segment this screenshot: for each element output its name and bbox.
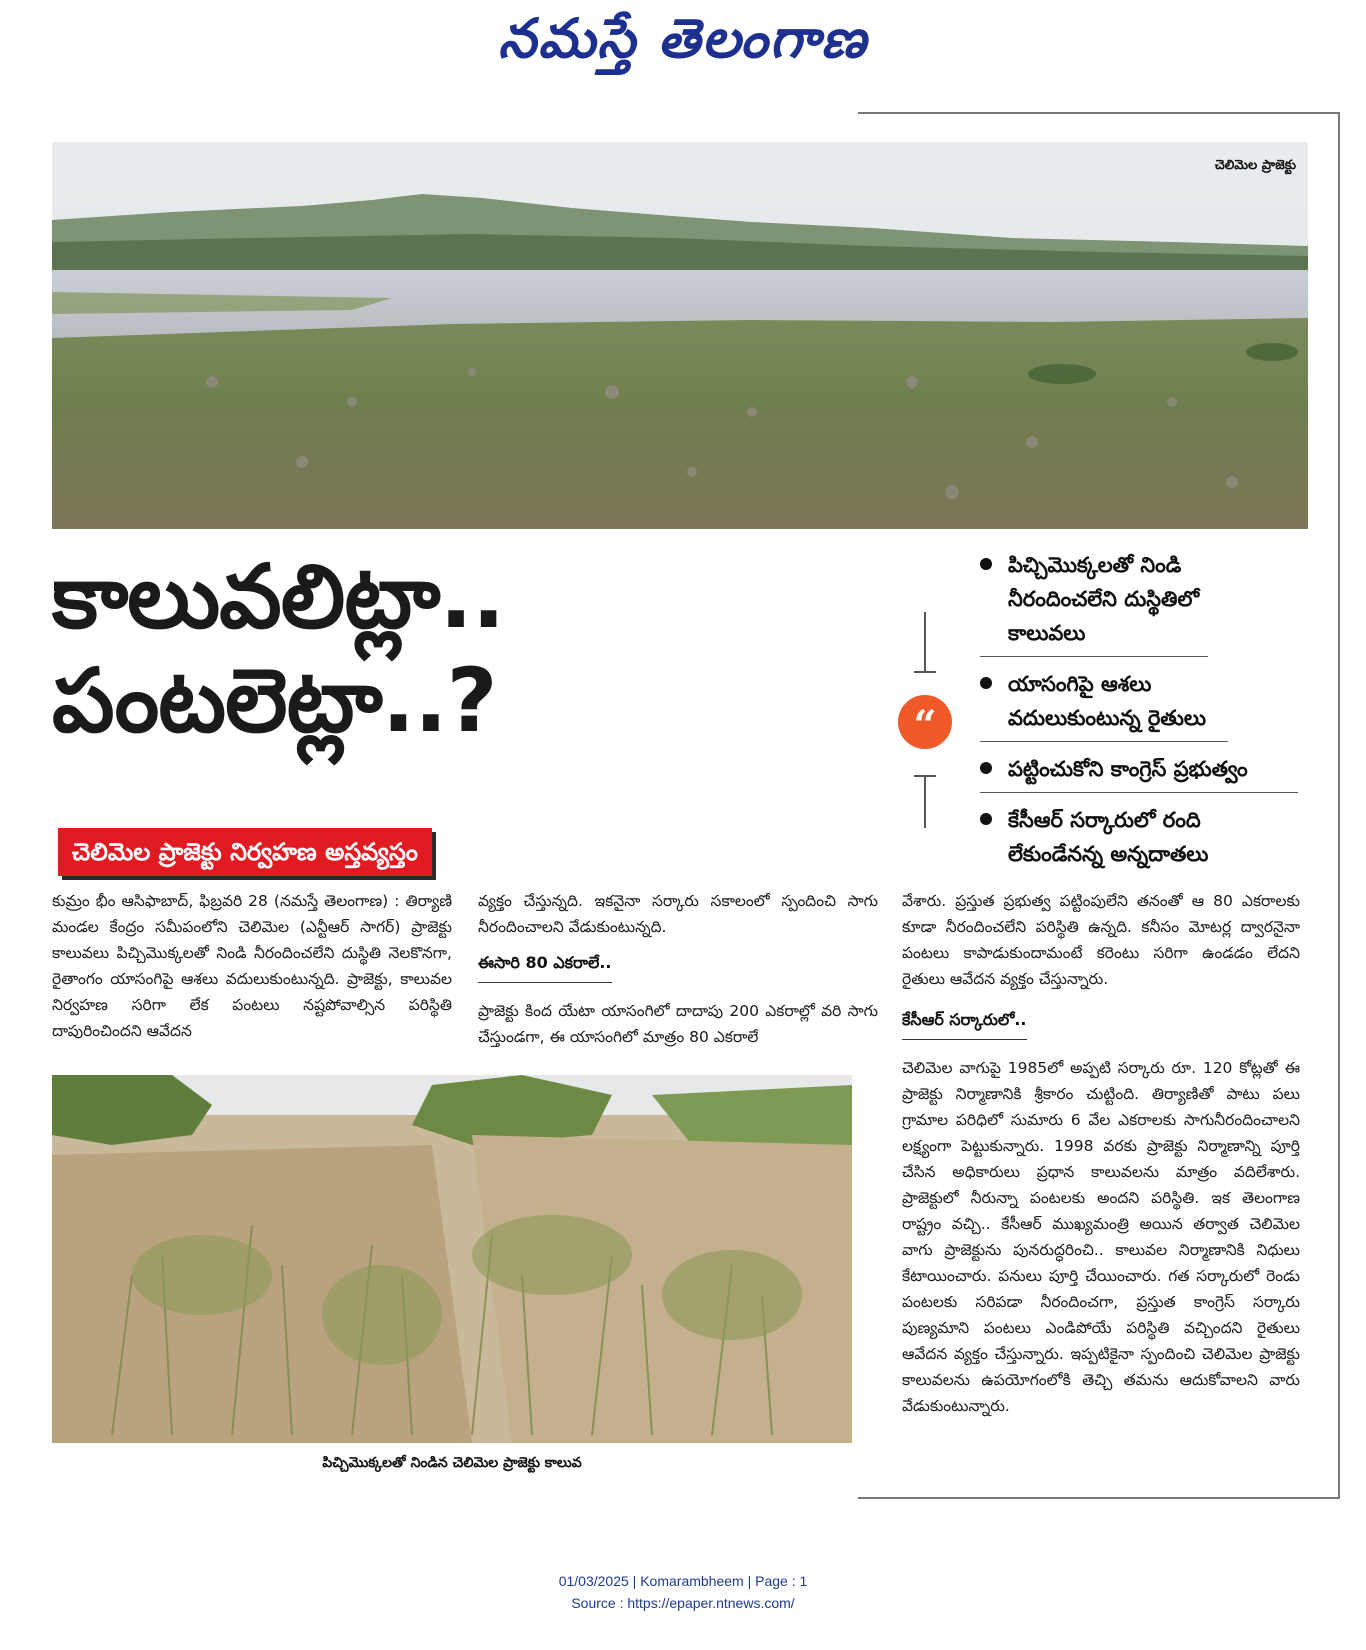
article-column-3: వేశారు. ప్రస్తుత ప్రభుత్వ పట్టింపులేని తనంతో ఆ 80 ఎకరాలకు కూడా నీరందించలేని పరిస్థితి ఉన్నది. కనీసం మోటర్ల ద్వారనైనా పంటలు కాపాడుకుందామంటే కరెంటు సరిగా ఉండడం లేదని రైతులు ఆవేదన వ్యక్తం చేస్తున్నారు. — [902, 892, 1300, 988]
highlight-item — [980, 752, 1298, 793]
masthead-title: నమస్తే తెలంగాణ — [498, 6, 868, 70]
frame-right-rule — [1338, 112, 1340, 1499]
quote-rule-top — [924, 612, 926, 672]
quote-tick-top — [914, 671, 936, 673]
canal-photo-caption: పిచ్చిమొక్కలతో నిండిన చెలిమెల ప్రాజెక్టు కాలువ — [322, 1455, 582, 1471]
subheading-kcr-government: కేసీఆర్ సర్కారులో.. — [902, 1010, 1027, 1040]
bullet-dot-icon — [980, 813, 992, 825]
headline-line-2: పంటలెట్లా..? — [52, 649, 497, 752]
bullet-dot-icon — [980, 677, 992, 689]
reservoir-photo — [52, 142, 1308, 529]
bullet-dot-icon — [980, 762, 992, 774]
bullet-dot-icon — [980, 558, 992, 570]
highlight-text: యాసంగిపై ఆశలు వదులుకుంటున్న రైతులు — [1008, 672, 1207, 730]
quote-icon: “ — [898, 695, 952, 749]
footer-edition-info: 01/03/2025 | Komarambheem | Page : 1 — [558, 1573, 808, 1589]
frame-bottom-rule — [858, 1497, 1340, 1499]
highlight-item — [980, 667, 1228, 742]
headline — [52, 545, 902, 753]
quote-rule-bottom — [924, 776, 926, 828]
headline-line-1: కాలువలిట్లా.. — [52, 545, 505, 648]
subhead-banner: చెలిమెల ప్రాజెక్టు నిర్వహణ అస్తవ్యస్తం — [58, 828, 432, 876]
highlight-item — [980, 548, 1208, 657]
article-column-2: వ్యక్తం చేస్తున్నది. ఇకనైనా సర్కారు సకాలంలో స్పందించి సాగు నీరందించాలని వేడుకుంటున్నది. — [478, 892, 878, 936]
frame-top-rule — [858, 112, 1340, 114]
footer — [0, 1570, 1366, 1614]
footer-source-link[interactable]: Source : https://epaper.ntnews.com/ — [571, 1595, 795, 1611]
reservoir-photo-caption: చెలిమెల ప్రాజెక్టు — [1214, 158, 1296, 173]
article-column-3-continued: చెలిమెల వాగుపై 1985లో అప్పటి సర్కారు రూ. 120 కోట్లతో ఈ ప్రాజెక్టు నిర్మాణానికి శ్రీకారం చుట్టింది. తిర్యాణితో పాటు పలు గ్రామాల పరిధిలో సుమారు 6 వేల ఎకరాలకు సాగునీరందించాలని లక్ష్యంగా పెట్టుకున్నారు. 1998 వరకు ప్రాజెక్టు నిర్మాణాన్ని పూర్తి చేసిన అధికారులు ప్రధాన కాలువలను మాత్రం వదిలేశారు. ప్రాజెక్టులో నీరున్నా పంటలకు అందని పరిస్థితి. ఇక తెలంగాణ రాష్ట్రం వచ్చి.. కేసీఆర్ ముఖ్యమంత్రి అయిన తర్వాత చెలిమెల వాగు ప్రాజెక్టును పునరుద్ధరించి.. కాలువల నిర్మాణానికి నిధులు కేటాయించారు. పనులు పూర్తి చేయించారు. గత సర్కారులో రెండు పంటలకు సరిపడా నీరందించగా, ప్రస్తుత కాంగ్రెస్ సర్కారు పుణ్యమాని పంటలు ఎండిపోయే పరిస్థితి వచ్చిందని రైతులు ఆవేదన వ్యక్తం చేస్తున్నారు. ఇప్పటికైనా స్పందించి చెలిమెల ప్రాజెక్టు కాలువలను ఉపయోగంలోకి తెచ్చి తమను ఆదుకోవాలని వారు వేడుకుంటున్నారు. — [902, 1059, 1300, 1415]
canal-photo — [52, 1075, 852, 1443]
article-column-1: కుమ్రం భీం ఆసిఫాబాద్, ఫిబ్రవరి 28 (నమస్తే తెలంగాణ) : తిర్యాణి మండల కేంద్రం సమీపంలోని చెలిమెల (ఎన్టీఆర్ సాగర్) ప్రాజెక్టు కాలువలు పిచ్చిమొక్కలతో నిండి నీరందించలేని దుస్థితి నెలకొనగా, రైతాంగం యాసంగిపై ఆశలు వదులుకుంటున్నది. ప్రాజెక్టు, కాలువల నిర్వహణ సరిగా లేక పంటలు నష్టపోవాల్సిన పరిస్థితి దాపురించిందని ఆవేదన — [52, 892, 452, 1040]
highlights-list — [980, 548, 1300, 887]
masthead — [0, 6, 1366, 84]
highlight-item — [980, 803, 1238, 877]
highlight-text: కేసీఆర్ సర్కారులో రంది లేకుండేనన్న అన్నదాతలు — [1008, 808, 1209, 866]
highlight-text: పిచ్చిమొక్కలతో నిండి నీరందించలేని దుస్థితిలో కాలువలు — [1008, 553, 1200, 645]
article-column-2-continued: ప్రాజెక్టు కింద యేటా యాసంగిలో దాదాపు 200 ఎకరాల్లో వరి సాగు చేస్తుండగా, ఈ యాసంగిలో మాత్రం 80 ఎకరాలే — [478, 1002, 878, 1046]
subheading-80-acres: ఈసారి 80 ఎకరాలే.. — [478, 953, 612, 983]
highlight-text: పట్టించుకోని కాంగ్రెస్ ప్రభుత్వం — [1008, 757, 1248, 781]
